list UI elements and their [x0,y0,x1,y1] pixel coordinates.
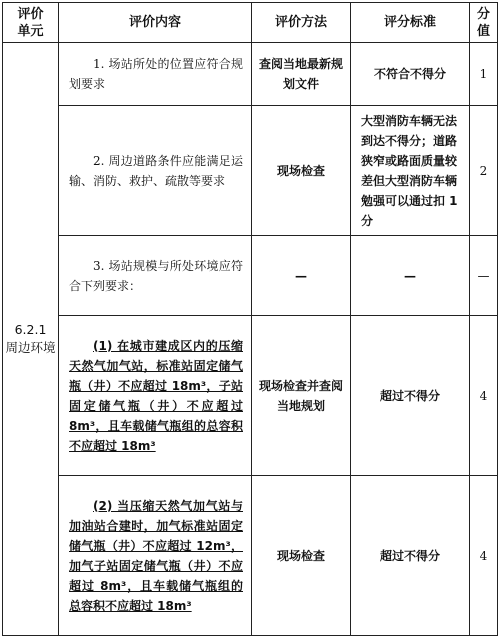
header-unit: 评价 单元 [3,3,59,43]
header-content: 评价内容 [59,3,252,43]
table-row [3,476,498,636]
header-method: 评价方法 [252,3,351,43]
criteria-cell: 超过不得分 [351,316,470,476]
score-cell: — [470,236,498,316]
content-cell: 1. 场站所处的位置应符合规划要求 [59,43,252,106]
table-row [3,236,498,316]
method-cell: 现场检查 [252,476,351,636]
table-row [3,106,498,236]
table-row [3,316,498,476]
content-cell-underlined [59,316,252,476]
content-cell: 2. 周边道路条件应能满足运输、消防、救护、疏散等要求 [59,106,252,236]
subitem-text: (1) 在城市建成区内的压缩天然气加气站，标准站固定储气瓶（井）不应超过 18m³，子站固定储气瓶（井）不应超过 8m³，且车载储气瓶组的总容积不应超过 18m³ [69,338,243,453]
criteria-cell: 超过不得分 [351,476,470,636]
score-cell: 1 [470,43,498,106]
content-cell-underlined [59,476,252,636]
score-cell: 2 [470,106,498,236]
unit-cell: 6.2.1 周边环境 [3,43,59,636]
content-cell: 3. 场站规模与所处环境应符合下列要求： [59,236,252,316]
header-row [3,3,498,43]
method-cell: 现场检查并查阅当地规划 [252,316,351,476]
subitem-text: (2) 当压缩天然气加气站与加油站合建时，加气标准站固定储气瓶（井）不应超过 12m³，加气子站固定储气瓶（井）不应超过 8m³，且车载储气瓶组的总容积不应超过 18m³ [69,498,243,613]
criteria-cell: 大型消防车辆无法到达不得分；道路狭窄或路面质量较差但大型消防车辆勉强可以通过扣 1 分 [351,106,470,236]
header-criteria: 评分标准 [351,3,470,43]
method-cell: 查阅当地最新规划文件 [252,43,351,106]
score-cell: 4 [470,316,498,476]
criteria-cell: — [351,236,470,316]
evaluation-table [2,2,498,636]
table-row [3,43,498,106]
method-cell: 现场检查 [252,106,351,236]
criteria-cell: 不符合不得分 [351,43,470,106]
header-score: 分 值 [470,3,498,43]
method-cell: — [252,236,351,316]
score-cell: 4 [470,476,498,636]
